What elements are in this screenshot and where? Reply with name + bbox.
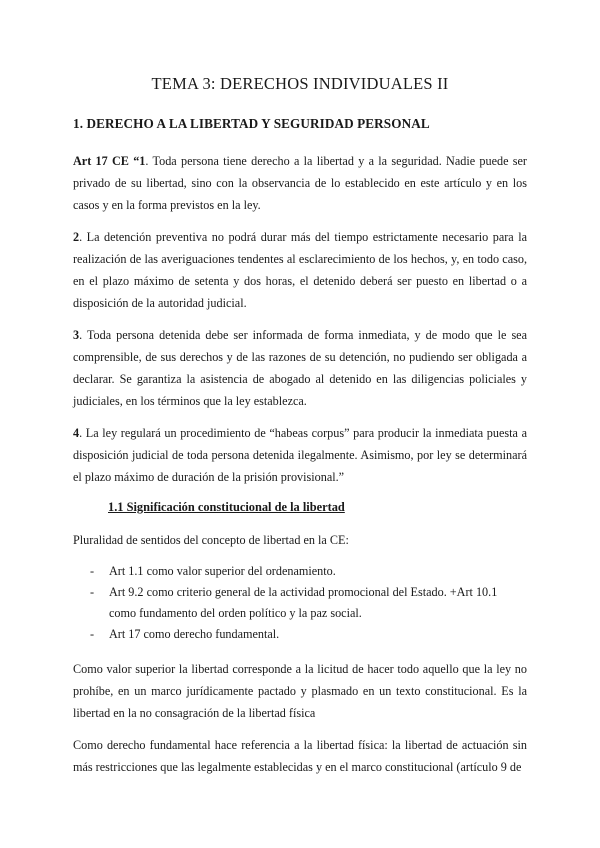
- dash-bullet: -: [90, 585, 95, 599]
- meanings-list: [73, 561, 527, 645]
- closing-paragraph-2: Como derecho fundamental hace referencia a la libertad física: la libertad de actuación sin más restricciones que las legalmente establecidas y en el marco constitucional (artículo 9 de: [73, 738, 527, 774]
- article-paragraph-4: [73, 422, 527, 488]
- dash-bullet: -: [90, 564, 95, 578]
- paragraph-text: . Toda persona tiene derecho a la libertad y a la seguridad. Nadie puede ser privado de su libertad, sino con la observancia de lo establecido en este artículo y en los casos y en la forma previstos en la ley.: [73, 154, 527, 212]
- section-heading: 1. DERECHO A LA LIBERTAD Y SEGURIDAD PERSONAL: [73, 116, 430, 131]
- paragraph-lead: Art 17 CE “1: [73, 154, 146, 168]
- list-item: [90, 624, 527, 645]
- list-item-text: Art 17 como derecho fundamental.: [109, 627, 280, 641]
- paragraph-text: . La detención preventiva no podrá durar más del tiempo estrictamente necesario para la realización de las averiguaciones tendentes al esclarecimiento de los hechos, y, en todo caso, en el plazo máximo de setenta y dos horas, el detenido deberá ser puesto en libertad o a disposición de la autoridad judicial.: [73, 230, 527, 310]
- list-item-text: Art 9.2 como criterio general de la actividad promocional del Estado. +Art 10.1 como fundamento del orden político y la paz social.: [109, 585, 498, 620]
- intro-paragraph: Pluralidad de sentidos del concepto de libertad en la CE:: [73, 533, 349, 547]
- paragraph-lead: 2: [73, 230, 80, 244]
- paragraph-lead: 3: [73, 328, 80, 342]
- list-item-text: Art 1.1 como valor superior del ordenamiento.: [109, 564, 336, 578]
- paragraph-lead: 4: [73, 426, 80, 440]
- list-item: [90, 582, 527, 624]
- article-paragraph-1: [73, 150, 527, 216]
- list-item: [90, 561, 527, 582]
- closing-paragraph-1: Como valor superior la libertad corresponde a la licitud de hacer todo aquello que la ley no prohíbe, en un marco jurídicamente pactado y plasmado en un texto constitucional. Es la libertad en la no consagración de la libertad física: [73, 662, 527, 720]
- subsection-heading: 1.1 Significación constitucional de la libertad: [108, 500, 345, 514]
- document-title: TEMA 3: DERECHOS INDIVIDUALES II: [151, 74, 449, 93]
- dash-bullet: -: [90, 627, 95, 641]
- article-paragraph-3: [73, 324, 527, 412]
- paragraph-text: . La ley regulará un procedimiento de “habeas corpus” para producir la inmediata puesta a disposición judicial de toda persona detenida ilegalmente. Asimismo, por ley se determinará el plazo máximo de duración de la prisión provisional.”: [73, 426, 527, 484]
- paragraph-text: . Toda persona detenida debe ser informada de forma inmediata, y de modo que le sea comprensible, de sus derechos y de las razones de su detención, no pudiendo ser obligada a declarar. Se garantiza la asistencia de abogado al detenido en las diligencias policiales y judiciales, en los términos que la ley establezca.: [73, 328, 527, 408]
- article-paragraph-2: [73, 226, 527, 314]
